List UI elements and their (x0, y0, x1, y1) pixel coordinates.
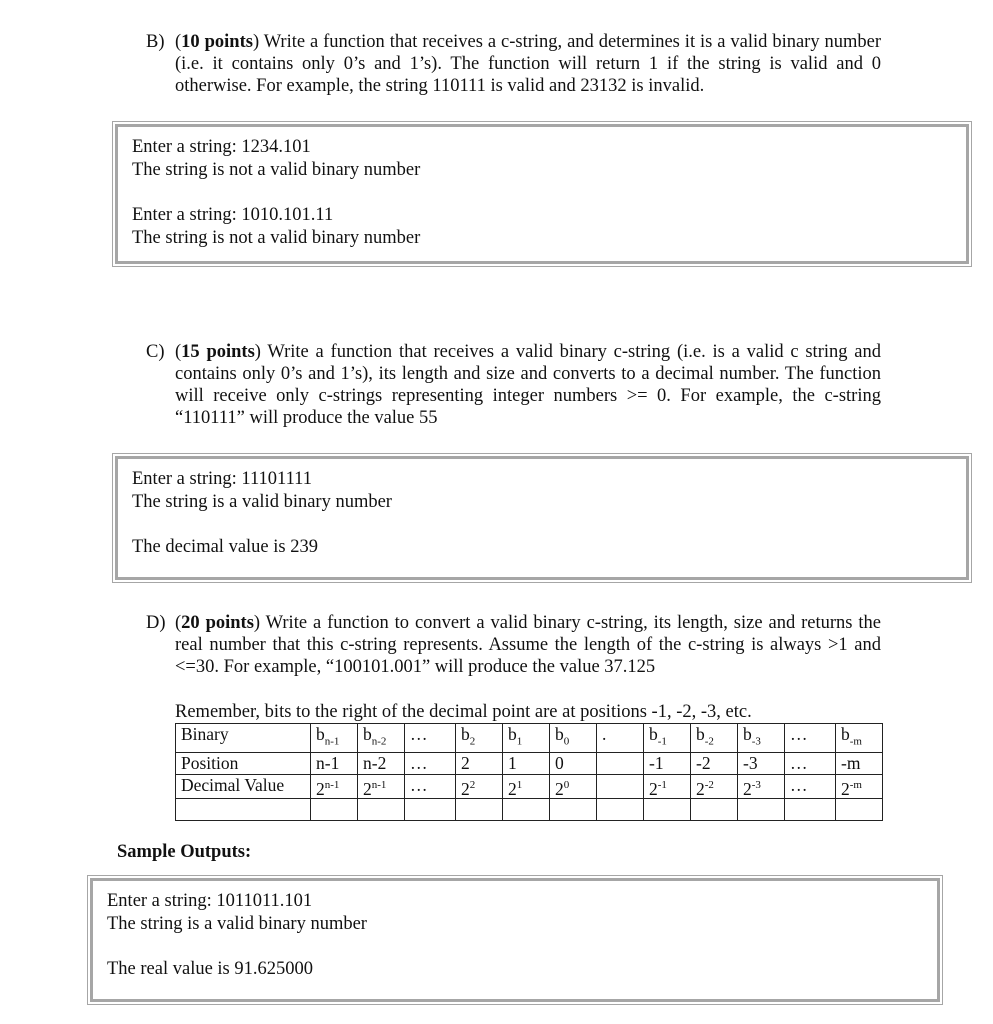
cell-subscript: 1 (516, 735, 523, 748)
table-cell: -2 (691, 752, 738, 774)
cell-base: … (410, 774, 428, 795)
question-d-tag: D) (146, 613, 166, 633)
table-cell (597, 724, 644, 753)
output-line: The real value is 91.625000 (107, 959, 314, 979)
cell-superscript: n-1 (324, 778, 340, 791)
cell-base: b (841, 724, 850, 744)
cell-base: b (649, 724, 658, 744)
table-cell (644, 799, 691, 821)
cell-subscript: 2 (469, 735, 476, 748)
table-cell (738, 799, 785, 821)
cell-base: . (602, 724, 607, 744)
question-c (146, 341, 881, 429)
table-cell (311, 799, 358, 821)
table-cell: … (405, 752, 456, 774)
table-cell (644, 724, 691, 753)
output-line: The string is a valid binary number (107, 914, 367, 934)
cell-subscript: 0 (563, 735, 570, 748)
table-cell: 2 (456, 752, 503, 774)
output-line: Enter a string: 11101111 (132, 469, 312, 489)
question-d-text: (20 points) Write a function to convert a valid binary c-string, its length, size and returns the real number that this c-string represents. Assume the length of the c-string is always >1 and <=30. For example, “100101.001” will produce the value 37.125 (175, 613, 881, 677)
cell-subscript: -m (849, 735, 862, 748)
table-cell: n-2 (358, 752, 405, 774)
cell-subscript: n-2 (371, 735, 387, 748)
question-d (146, 612, 881, 678)
cell-base: b (696, 724, 705, 744)
cell-superscript: 2 (469, 778, 476, 791)
cell-base: 2 (696, 778, 705, 799)
table-cell (456, 774, 503, 799)
output-line: The string is not a valid binary number (132, 228, 421, 248)
question-c-description: Write a function that receives a valid binary c-string (i.e. is a valid c string and contains only 0’s and 1’s), its length and size and converts to a decimal number. The function will receive only c-strings representing integer numbers >= 0. For example, the c-string “110111” will produce the value 55 (175, 342, 881, 428)
cell-base: 2 (461, 778, 470, 799)
table-row-decimal-value (176, 774, 883, 799)
cell-base: 2 (743, 778, 752, 799)
table-cell (456, 799, 503, 821)
row-label: Position (176, 752, 311, 774)
question-c-tag: C) (146, 342, 165, 362)
question-b-output-box (115, 124, 969, 264)
table-cell (691, 724, 738, 753)
question-d-description: Write a function to convert a valid binary c-string, its length, size and returns the real number that this c-string represents. Assume the length of the c-string is always >1 and <=30. For example, “100101.001” will produce the value 37.125 (175, 613, 881, 677)
cell-base: b (743, 724, 752, 744)
table-cell (358, 774, 405, 799)
table-cell (503, 799, 550, 821)
table-cell: 0 (550, 752, 597, 774)
cell-superscript: 1 (516, 778, 523, 791)
table-cell (738, 724, 785, 753)
question-d-points: 20 points (181, 613, 254, 633)
table-cell (597, 774, 644, 799)
question-b-tag: B) (146, 32, 165, 52)
cell-base: 2 (363, 778, 372, 799)
question-d-output-box (90, 878, 940, 1002)
table-cell: -3 (738, 752, 785, 774)
question-b-text: (10 points) Write a function that receives a c-string, and determines it is a valid binary number (i.e. it contains only 0’s and 1’s). The function will return 1 if the string is valid and 0 otherwise. For example, the string 110111 is valid and 23132 is invalid. (175, 32, 882, 96)
table-cell (550, 774, 597, 799)
table-cell: -m (836, 752, 883, 774)
table-cell: 1 (503, 752, 550, 774)
table-cell (597, 752, 644, 774)
table-cell (785, 724, 836, 753)
table-cell (597, 799, 644, 821)
cell-base: … (790, 774, 808, 795)
table-cell (738, 774, 785, 799)
table-cell (785, 774, 836, 799)
cell-subscript: n-1 (324, 735, 340, 748)
table-cell: … (785, 752, 836, 774)
table-cell (405, 774, 456, 799)
table-cell (358, 724, 405, 753)
row-label: Binary (176, 724, 311, 753)
cell-base: 2 (316, 778, 325, 799)
table-cell (405, 724, 456, 753)
cell-base: … (410, 724, 428, 744)
output-line: Enter a string: 1011011.101 (107, 891, 313, 911)
output-line: Enter a string: 1234.101 (132, 137, 311, 157)
table-cell (311, 724, 358, 753)
table-row-binary (176, 724, 883, 753)
cell-subscript: -2 (704, 735, 714, 748)
table-cell (691, 799, 738, 821)
output-line: The string is not a valid binary number (132, 160, 421, 180)
question-b-description: Write a function that receives a c-string, and determines it is a valid binary number (i.e. it contains only 0’s and 1’s). The function will return 1 if the string is valid and 0 otherwise. For example, the string 110111 is valid and 23132 is invalid. (175, 32, 882, 96)
table-cell (311, 774, 358, 799)
output-line: Enter a string: 1010.101.11 (132, 205, 334, 225)
question-c-points: 15 points (181, 342, 255, 362)
table-cell (644, 774, 691, 799)
cell-base: … (790, 724, 808, 744)
table-cell (456, 724, 503, 753)
cell-subscript: -1 (657, 735, 667, 748)
table-cell (358, 799, 405, 821)
cell-superscript: -3 (751, 778, 761, 791)
cell-base: b (555, 724, 564, 744)
cell-superscript: n-1 (371, 778, 387, 791)
table-cell (405, 799, 456, 821)
table-cell (785, 799, 836, 821)
question-c-output-box (115, 456, 969, 580)
question-b-points: 10 points (181, 32, 253, 52)
table-cell: n-1 (311, 752, 358, 774)
table-row-empty (176, 799, 883, 821)
cell-superscript: -1 (657, 778, 667, 791)
cell-base: 2 (555, 778, 564, 799)
cell-superscript: -2 (704, 778, 714, 791)
row-label: Decimal Value (176, 774, 311, 799)
table-cell (550, 799, 597, 821)
question-c-text: (15 points) Write a function that receives a valid binary c-string (i.e. is a valid c string and contains only 0’s and 1’s), its length and size and converts to a decimal number. The function will receive only c-strings representing integer numbers >= 0. For example, the c-string “110111” will produce the value 55 (175, 342, 881, 428)
table-cell (550, 724, 597, 753)
table-cell (503, 774, 550, 799)
table-cell (176, 799, 311, 821)
binary-position-table (175, 723, 883, 821)
question-b (146, 31, 881, 97)
cell-base: 2 (649, 778, 658, 799)
cell-subscript: -3 (751, 735, 761, 748)
cell-superscript: -m (849, 778, 862, 791)
cell-base: b (316, 724, 325, 744)
cell-superscript: 0 (563, 778, 570, 791)
cell-base: b (363, 724, 372, 744)
table-cell (503, 724, 550, 753)
cell-base: b (461, 724, 470, 744)
table-row-position (176, 752, 883, 774)
sample-outputs-heading: Sample Outputs: (117, 842, 252, 862)
cell-base: b (508, 724, 517, 744)
cell-base: 2 (508, 778, 517, 799)
output-line: The string is a valid binary number (132, 492, 392, 512)
remember-note: Remember, bits to the right of the decimal point are at positions -1, -2, -3, etc. (175, 702, 752, 722)
table-cell (836, 799, 883, 821)
table-cell (836, 774, 883, 799)
table-cell (836, 724, 883, 753)
cell-base: 2 (841, 778, 850, 799)
output-line: The decimal value is 239 (132, 537, 318, 557)
table-cell (691, 774, 738, 799)
table-cell: -1 (644, 752, 691, 774)
